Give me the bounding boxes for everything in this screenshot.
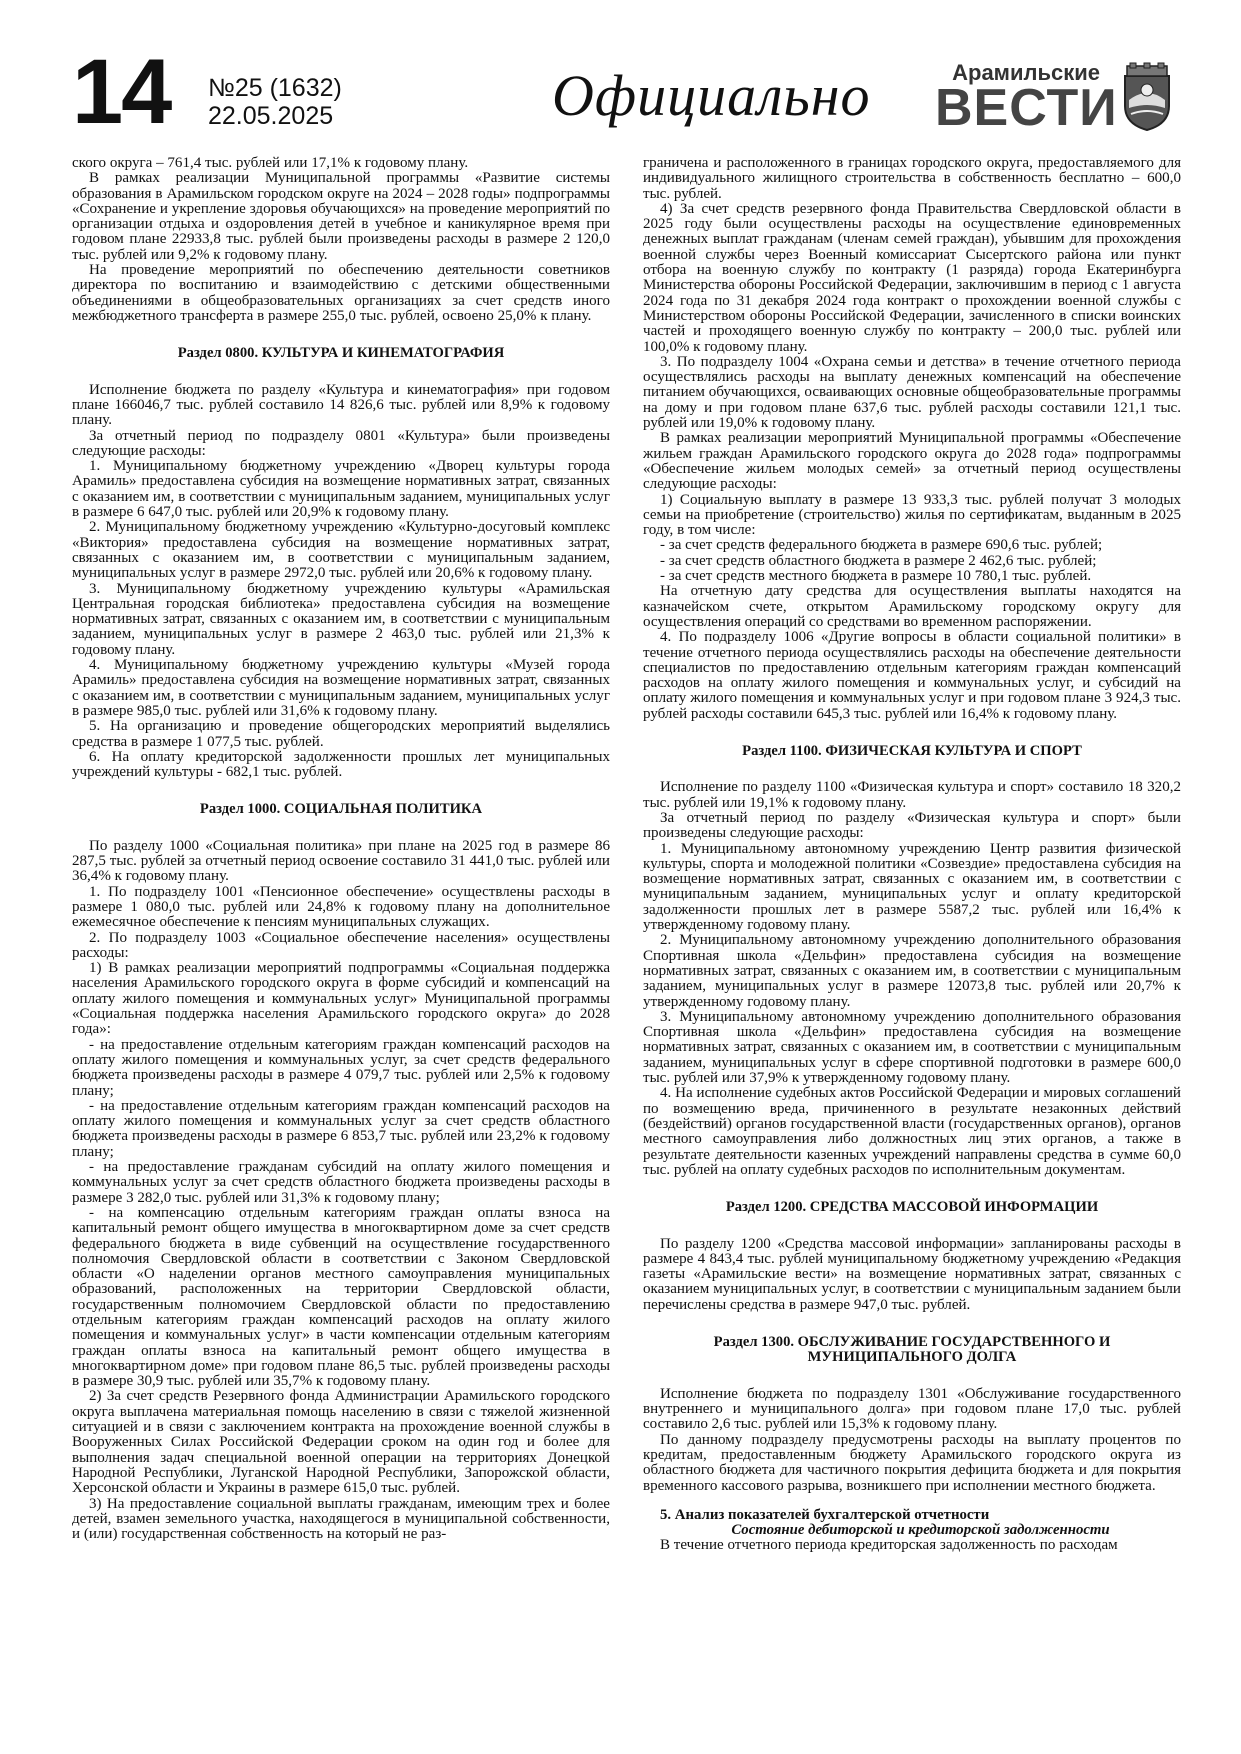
paragraph: 3. Муниципальному автономному учреждению дополнительного образования Спортивная школа «Дельфин» предоставлена субсидия на возмещение нормативных затрат, связанных с оказанием им, в соответствии с муниципальным заданием, муниципальных услуг в сфере спортивной подготовки в размере 600,0 тыс. рублей или 37,9% к утвержденному годовому плану. (643, 1008, 1181, 1087)
paragraph: За отчетный период по разделу «Физическая культура и спорт» были произведены следующие расходы: (643, 809, 1181, 842)
paragraph: 3. По подразделу 1004 «Охрана семьи и детства» в течение отчетного периода осуществлялись расходы на выплату денежных компенсаций на обеспечение питанием обучающихся, осваивающих основные общеобразовательные программы на дому и при годовом плане 637,6 тыс. рублей расходы составили 121,1 тыс. рублей или 19,0% к годовому плану. (643, 353, 1181, 432)
paragraph: - на предоставление отдельным категориям граждан компенсаций расходов на оплату жилого помещения и коммунальных услуг за счет средств областного бюджета произведены расходы в размере 6 853,7 тыс. рублей или 23,2% к годовому плану; (72, 1097, 610, 1160)
paragraph: 2. По подразделу 1003 «Социальное обеспечение населения» осуществлены расходы: (72, 929, 610, 961)
paragraph: За отчетный период по подразделу 0801 «Культура» были произведены следующие расходы: (72, 427, 610, 459)
page-header (0, 0, 1241, 152)
paragraph: 4. Муниципальному бюджетному учреждению культуры «Музей города Арамиль» предоставлена субсидия на возмещение нормативных затрат, связанных с оказанием им, в соответствии с муниципальным заданием, муниципальных услуг в размере 985,0 тыс. рублей или 31,6% к годовому плану. (72, 657, 610, 719)
section-heading-1100: Раздел 1100. ФИЗИЧЕСКАЯ КУЛЬТУРА И СПОРТ (742, 742, 1082, 759)
paragraph: - за счет средств областного бюджета в размере 2 462,6 тыс. рублей; (660, 552, 1097, 569)
page-number: 14 (72, 41, 171, 143)
paragraph: 4. По подразделу 1006 «Другие вопросы в области социальной политики» в течение отчетного периода осуществлялись расходы на обеспечение деятельности специалистов по предоставлению отдельным категориям граждан компенсаций расходов на оплату жилого помещения и коммунальных услуг, и субсидий на оплату жилого помещения и коммунальных услуг и при годовом плане 3 924,3 тыс. рублей расходы составили 645,3 тыс. рублей или 16,4% к годовому плану. (643, 629, 1181, 722)
paragraph: 4. На исполнение судебных актов Российской Федерации и мировых соглашений по возмещению вреда, причиненного в результате незаконных действий (бездействий) органов государственной власти (государственных органов), органов местного самоуправления либо должностных лиц этих органов, а также в результате деятельности казенных учреждений направлены средства в сумме 60,0 тыс. рублей на оплату судебных расходов по исполнительным документам. (643, 1085, 1181, 1178)
right-column (643, 156, 1181, 1554)
paragraph: По разделу 1000 «Социальная политика» при плане на 2025 год в размере 86 287,5 тыс. рублей за отчетный период освоение составило 31 441,0 тыс. рублей или 36,4% к годовому плану. (72, 837, 610, 885)
paragraph: По данному подразделу предусмотрены расходы на выплату процентов по кредитам, предоставленным бюджету Арамильского городского округа из областного бюджета для частичного покрытия дефицита бюджета и для покрытия временного кассового разрыва, возникшего при исполнении местного бюджета. (643, 1431, 1181, 1494)
paragraph: 1) Социальную выплату в размере 13 933,3 тыс. рублей получат 3 молодых семьи на приобретение (строительство) жилья по сертификатам, выданным в 2025 году, в том числе: (643, 491, 1181, 539)
section-heading-1300: Раздел 1300. ОБСЛУЖИВАНИЕ ГОСУДАРСТВЕННОГО И МУНИЦИПАЛЬНОГО ДОЛГА (713, 1334, 1111, 1366)
issue-info (208, 74, 342, 130)
paragraph: 2. Муниципальному автономному учреждению дополнительного образования Спортивная школа «Дельфин» предоставлена субсидия на возмещение нормативных затрат, связанных с оказанием им, в соответствии с муниципальным заданием, муниципальных услуг в размере 12073,8 тыс. рублей или 20,7% к утвержденному годовому плану. (643, 932, 1181, 1010)
paragraph: Исполнение бюджета по разделу «Культура и кинематография» при годовом плане 166046,7 тыс. рублей составило 14 826,6 тыс. рублей или 8,9% к годовому плану. (72, 381, 610, 429)
paragraph: На отчетную дату средства для осуществления выплаты находятся на казначейском счете, открытом Арамильскому городскому округу для осуществления операций со средствами во временном распоряжении. (643, 583, 1181, 630)
section-heading-5: 5. Анализ показателей бухгалтерской отчетности (660, 1506, 990, 1523)
paragraph: 2. Муниципальному бюджетному учреждению «Культурно-досуговый комплекс «Виктория» предоставлена субсидия на возмещение нормативных затрат, связанных с оказанием им, в соответствии с муниципальным заданием, муниципальных услуг в размере 2972,0 тыс. рублей или 20,6% к годовому плану. (72, 519, 610, 582)
paragraph: На проведение мероприятий по обеспечению деятельности советников директора по воспитанию и взаимодействию с детскими общественными объединениями в общеобразовательных организациях за счет средств иного межбюджетного трансферта в размере 255,0 тыс. рублей, освоено 25,0% к плану. (72, 262, 610, 324)
paragraph: В рамках реализации мероприятий Муниципальной программы «Обеспечение жильем граждан Арамильского городского округа до 2028 года» подпрограммы «Обеспечение жильем молодых семей» за отчетный период осуществлены следующие расходы: (643, 430, 1181, 493)
paragraph: 6. На оплату кредиторской задолженности прошлых лет муниципальных учреждений культуры - 682,1 тыс. рублей. (72, 748, 610, 781)
paragraph: граничена и расположенного в границах городского округа, предоставляемого для индивидуального жилищного строительства в собственность бесплатно – 600,0 тыс. рублей. (643, 155, 1181, 202)
paragraph: - на предоставление гражданам субсидий на оплату жилого помещения и коммунальных услуг за счет средств областного бюджета произведены расходы в размере 3 282,0 тыс. рублей или 31,3% к годовому плану; (72, 1159, 610, 1206)
issue-number: №25 (1632) (208, 74, 342, 102)
paragraph: 3. Муниципальному бюджетному учреждению культуры «Арамильская Центральная городская библиотека» предоставлена субсидия на возмещение нормативных затрат, связанных с оказанием им, в соответствии с муниципальным заданием, муниципальных услуг в размере 2 463,0 тыс. рублей или 21,3% к годовому плану. (72, 580, 610, 658)
subsection-heading: Состояние дебиторской и кредиторской задолженности (731, 1522, 1110, 1539)
paragraph: В рамках реализации Муниципальной программы «Развитие системы образования в Арамильском городском округе на 2024 – 2028 годы» подпрограммы «Сохранение и укрепление здоровья обучающихся» на проведение мероприятий по организации отдыха и оздоровления детей в учебное и каникулярное время при годовом плане 22933,8 тыс. рублей были произведены расходы в размере 2 120,0 тыс. рублей или 9,2% к годовому плану. (72, 170, 610, 263)
city-coat-of-arms-icon (1119, 62, 1175, 132)
section-heading-1200: Раздел 1200. СРЕДСТВА МАССОВОЙ ИНФОРМАЦИИ (725, 1199, 1099, 1216)
paragraph: 1. Муниципальному автономному учреждению Центр развития физической культуры, спорта и молодежной политики «Созвездие» предоставлена субсидия на возмещение нормативных затрат, связанных с оказанием им, в соответствии с муниципальным заданием, муниципальных услуг и оплату кредиторской задолженности прошлых лет в размере 5587,2 тыс. рублей или 16,4% к утвержденному годовому плану. (643, 840, 1181, 934)
left-column (72, 156, 610, 1542)
paragraph: 4) За счет средств резервного фонда Правительства Свердловской области в 2025 году были осуществлены расходы на осуществление единовременных денежных выплат гражданам (членам семей граждан), убывшим для прохождения военной службы через Военный комиссариат Сысертского района или пункт отбора на военную службу по контракту (1 разряда) города Екатеринбурга Министерства обороны Российской Федерации, заключившим в период с 1 августа 2024 года по 31 декабря 2024 года контракт о прохождении военной службы с Министерством обороны Российской Федерации, зачисленного в списки воинских частей и проходящего военную службу по контракту – 200,0 тыс. рублей или 100,0% к годовому плану. (643, 200, 1181, 355)
paragraph: По разделу 1200 «Средства массовой информации» запланированы расходы в размере 4 843,4 тыс. рублей муниципальному бюджетному учреждению «Редакция газеты «Арамильские вести» на возмещение нормативных затрат, связанных с оказанием муниципальных услуг, в соответствии с муниципальным заданием были перечислены средства в размере 947,0 тыс. рублей. (643, 1235, 1181, 1313)
section-heading-1000: Раздел 1000. СОЦИАЛЬНАЯ ПОЛИТИКА (199, 801, 483, 818)
paragraph: 5. На организацию и проведение общегородских мероприятий выделялись средства в размере 1 077,5 тыс. рублей. (72, 718, 610, 750)
paragraph: 2) За счет средств Резервного фонда Администрации Арамильского городского округа выплачена материальная помощь населению в связи с тяжелой жизненной ситуацией и в связи с заключением контракта на прохождение военной службы в Вооруженных Силах Российской Федерации сроком на один год и более для выполнения задач специальной военной операции на территориях Донецкой Народной Республики, Луганской Народной Республики, Запорожской области, Херсонской области и Украины в размере 615,0 тыс. рублей. (72, 1388, 610, 1497)
paragraph: ского округа – 761,4 тыс. рублей или 17,1% к годовому плану. (72, 155, 469, 171)
paragraph: - за счет средств федерального бюджета в размере 690,6 тыс. рублей; (660, 537, 1103, 554)
paragraph: - на компенсацию отдельным категориям граждан оплаты взноса на капитальный ремонт общего имущества в многоквартирном доме за счет средств федерального бюджета в виде субвенций на осуществление государственного полномочия Свердловской области в соответствии с Законом Свердловской области «О наделении органов местного самоуправления муниципальных образований, расположенных на территории Свердловской области, государственным полномочием Свердловской области по предоставлению отдельным категориям граждан компенсаций расходов на оплату жилого помещения и коммунальных услуг» в части компенсации отдельным категориям граждан оплаты взноса на капитальный ремонт общего имущества в многоквартирном доме» при годовом плане 86,5 тыс. рублей произведены расходы в размере 30,9 тыс. рублей или 35,7% к годовому плану. (72, 1204, 610, 1390)
paragraph: Исполнение по разделу 1100 «Физическая культура и спорт» составило 18 320,2 тыс. рублей или 19,1% к годовому плану. (643, 779, 1181, 811)
paragraph: - на предоставление отдельным категориям граждан компенсаций расходов на оплату жилого помещения и коммунальных услуг, за счет средств федерального бюджета произведены расходы в размере 4 079,7 тыс. рублей или 2,5% к годовому плану; (72, 1036, 610, 1099)
paragraph: 3) На предоставление социальной выплаты гражданам, имеющим трех и более детей, взамен земельного участка, находящегося в муниципальной собственности, и (или) государственная собственность на который не раз- (72, 1495, 610, 1543)
newspaper-logo (935, 60, 1118, 144)
paragraph: 1. Муниципальному бюджетному учреждению «Дворец культуры города Арамиль» предоставлена субсидия на возмещение нормативных затрат, связанных с оказанием им, в соответствии с муниципальным заданием, муниципальных услуг в размере 6 647,0 тыс. рублей или 20,9% к годовому плану. (72, 458, 610, 521)
section-title: Официально (552, 63, 871, 128)
paragraph: Исполнение бюджета по подразделу 1301 «Обслуживание государственного внутреннего и муниципального долга» при годовом плане 17,0 тыс. рублей составило 2,6 тыс. рублей или 15,3% к годовому плану. (643, 1385, 1181, 1433)
paragraph: - за счет средств местного бюджета в размере 10 780,1 тыс. рублей. (660, 568, 1092, 585)
logo-line2: ВЕСТИ (935, 79, 1118, 137)
paragraph: 1. По подразделу 1001 «Пенсионное обеспечение» осуществлены расходы в размере 1 080,0 тыс. рублей или 24,8% к годовому плану на дополнительное ежемесячное обеспечение к пенсиям муниципальных служащих. (72, 883, 610, 931)
issue-date: 22.05.2025 (208, 102, 334, 130)
paragraph: В течение отчетного периода кредиторская задолженность по расходам (660, 1537, 1118, 1554)
paragraph: 1) В рамках реализации мероприятий подпрограммы «Социальная поддержка населения Арамильского городского округа в форме субсидий и компенсаций на оплату жилого помещения и коммунальных услуг» Муниципальной программы «Социальная поддержка населения Арамильского городского округа» до 2028 года»: (72, 960, 610, 1038)
logo-line1: Арамильские (952, 60, 1100, 85)
section-heading-0800: Раздел 0800. КУЛЬТУРА И КИНЕМАТОГРАФИЯ (177, 345, 505, 362)
